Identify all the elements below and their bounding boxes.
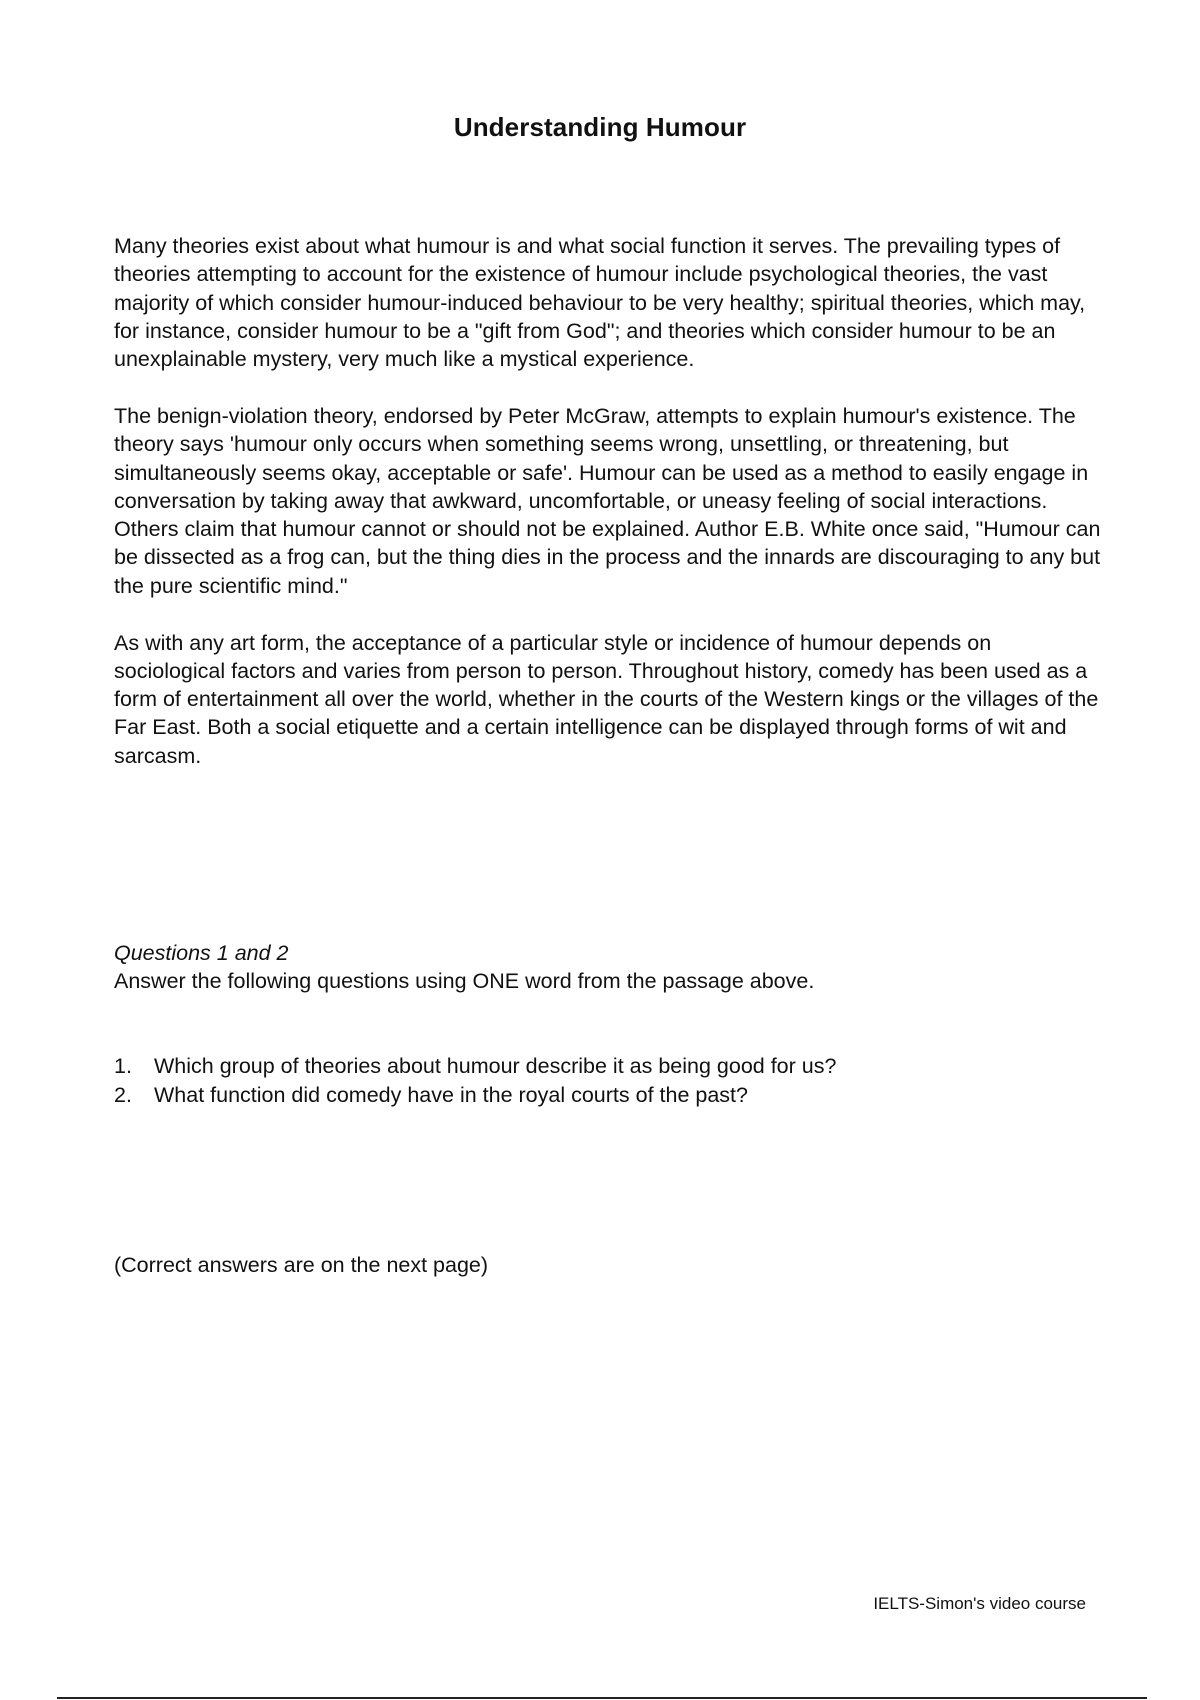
reading-passage (114, 232, 1104, 799)
answers-note: (Correct answers are on the next page) (114, 1253, 489, 1277)
question-item (114, 1052, 1104, 1081)
question-number: 2. (114, 1082, 132, 1107)
questions-header (114, 939, 1104, 996)
page-title: Understanding Humour (453, 112, 747, 142)
question-list (114, 1052, 1104, 1109)
question-text: Which group of theories about humour describe it as being good for us? (154, 1054, 837, 1078)
question-number: 1. (114, 1054, 132, 1078)
question-item (114, 1081, 1104, 1110)
passage-paragraph-3: As with any art form, the acceptance of a particular style or incidence of humour depends on sociological factors and varies from person to person. Throughout history, comedy has been used as a form of entertainment all over the world, whether in the courts of the Western kings or the villages of the Far East. Both a social etiquette and a certain intelligence can be displayed through forms of wit and sarcasm. (114, 630, 1099, 768)
passage-paragraph-2: The benign-violation theory, endorsed by Peter McGraw, attempts to explain humour's existence. The theory says 'humour only occurs when something seems wrong, unsettling, or threatening, but simultaneously seems okay, acceptable or safe'. Humour can be used as a method to easily engage in conversation by taking away that awkward, uncomfortable, or uneasy feeling of social interactions. Others claim that humour cannot or should not be explained. Author E.B. White once said, "Humour can be dissected as a frog can, but the thing dies in the process and the innards are discouraging to any but the pure scientific mind." (114, 403, 1101, 598)
question-text: What function did comedy have in the royal courts of the past? (154, 1082, 748, 1107)
passage-paragraph-1: Many theories exist about what humour is and what social function it serves. The prevailing types of theories attempting to account for the existence of humour include psychological theories, the vast majority of which consider humour-induced behaviour to be very healthy; spiritual theories, which may, for instance, consider humour to be a "gift from God"; and theories which consider humour to be an unexplainable mystery, very much like a mystical experience. (114, 234, 1086, 372)
footer-credit: IELTS-Simon's video course (873, 1594, 1086, 1613)
questions-instruction: Answer the following questions using ONE word from the passage above. (114, 969, 815, 994)
questions-heading: Questions 1 and 2 (114, 941, 289, 965)
bottom-divider (57, 1697, 1147, 1699)
